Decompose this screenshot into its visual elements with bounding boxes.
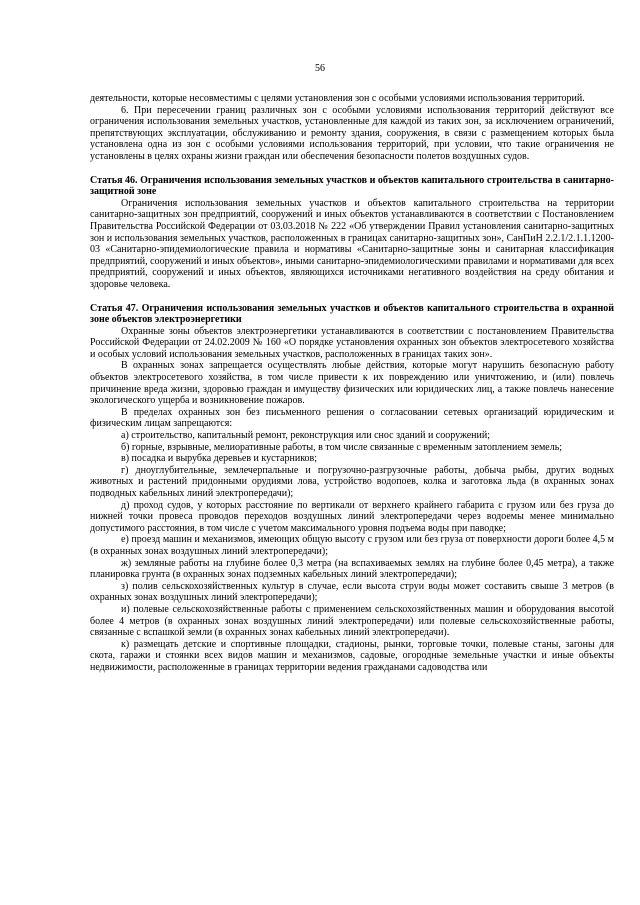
list-item-a: а) строительство, капитальный ремонт, реконструкция или снос зданий и сооружений; bbox=[121, 430, 491, 442]
article-47-heading: Статья 47. Ограничения использования земельных участков и объектов капитального строительства в охранной зоне объектов электроэнергетики bbox=[90, 302, 614, 326]
list-item-b: б) горные, взрывные, мелиоративные работы, в том числе связанные с временным затоплением земель; bbox=[121, 441, 563, 453]
list-item-k: к) размещать детские и спортивные площадки, стадионы, рынки, торговые точки, полевые станы, загоны для скота, гаражи и стоянки всех видов машин и механизмов, садовые, огородные земельные участки и иные объекты недвижимости, расположенные в границах территории ведения гражданами садоводства или bbox=[90, 638, 614, 673]
list-item-e: е) проезд машин и механизмов, имеющих общую высоту с грузом или без груза от поверхности дороги более 4,5 м (в охранных зонах воздушных линий электропередачи); bbox=[90, 534, 614, 557]
article-46-heading: Статья 46. Ограничения использования земельных участков и объектов капитального строительства в санитарно-защитной зоне bbox=[90, 174, 614, 198]
article-47-paragraph: В пределах охранных зон без письменного решения о согласовании сетевых организаций юридическим и физическим лицам запрещаются: bbox=[90, 406, 614, 430]
paragraph-continuation: деятельности, которые несовместимы с целями установления зон с особыми условиями использования территорий. bbox=[90, 93, 585, 104]
list-item-v: в) посадка и вырубка деревьев и кустарников; bbox=[121, 453, 318, 465]
page-content bbox=[90, 93, 614, 674]
list-item-d: д) проход судов, у которых расстояние по вертикали от верхнего крайнего габарита с грузом или без груза до нижней точки провеса проводов переходов воздушных линий электропередачи через водоемы менее минимально допустимого расстояния, в том числе с учетом максимального уровня подъема воды при паводке; bbox=[90, 499, 614, 534]
paragraph-item-6: 6. При пересечении границ различных зон с особыми условиями использования территорий действуют все ограничения использования земельных участков, установленные для каждой из таких зон, за исключением ограничений, препятствующих эксплуатации, обслуживанию и ремонту здания, сооружения, в связи с размещением которых была установлена одна из зон с особыми условиями использования территорий, при условии, что такие ограничения не установлены в целях охраны жизни граждан или обеспечения безопасности полетов воздушных судов. bbox=[90, 104, 614, 162]
list-item-z: з) полив сельскохозяйственных культур в случае, если высота струи воды может составить свыше 3 метров (в охранных зонах воздушных линий электропередачи); bbox=[90, 580, 614, 604]
list-item-i: и) полевые сельскохозяйственные работы с применением сельскохозяйственных машин и оборудования высотой более 4 метров (в охранных зонах воздушных линий электропередачи) или полевые сельскохозяйственные работы, связанные с вспашкой земли (в охранных зонах кабельных линий электропередачи). bbox=[90, 603, 614, 639]
list-item-zh: ж) земляные работы на глубине более 0,3 метра (на вспахиваемых землях на глубине более 0,45 метра), а также планировка грунта (в охранных зонах подземных кабельных линий электропередачи); bbox=[90, 557, 614, 581]
list-item-g: г) дноуглубительные, землечерпальные и погрузочно-разгрузочные работы, добыча рыбы, других водных животных и растений придонными орудиями лова, устройство водопоев, колка и заготовка льда (в охранных зонах подводных кабельных линий электропередачи); bbox=[90, 464, 614, 499]
article-46-text: Ограничения использования земельных участков и объектов капитального строительства на территории санитарно-защитных зон предприятий, сооружений и иных объектов устанавливаются в соответствии с Постановлением Правительства Российской Федерации от 03.03.2018 № 222 «Об утверждении Правил установления санитарно-защитных зон и использования земельных участков, расположенных в границах санитарно-защитных зон», СанПиН 2.2.1/2.1.1.1200-03 «Санитарно-эпидемиологические правила и нормативы «Санитарно-защитные зоны и санитарная классификация предприятий, сооружений и иных объектов», иными санитарно-эпидемиологическими правилами и нормативами для всех предприятий, сооружений и иных объектов, являющихся источниками негативного воздействия на среду обитания и здоровье человека. bbox=[90, 197, 614, 290]
page-number: 56 bbox=[315, 63, 325, 74]
article-47-paragraph: Охранные зоны объектов электроэнергетики устанавливаются в соответствии с постановлением Правительства Российской Федерации от 24.02.2009 № 160 «О порядке установления охранных зон объектов электросетевого хозяйства и особых условий использования земельных участков, расположенных в границах таких зон». bbox=[90, 325, 614, 360]
article-47-paragraph: В охранных зонах запрещается осуществлять любые действия, которые могут нарушить безопасную работу объектов электросетевого хозяйства, в том числе привести к их повреждению или уничтожению, и (или) повлечь причинение вреда жизни, здоровью граждан и имуществу физических или юридических лиц, а также повлечь нанесение экологического ущерба и возникновение пожаров. bbox=[90, 360, 614, 407]
